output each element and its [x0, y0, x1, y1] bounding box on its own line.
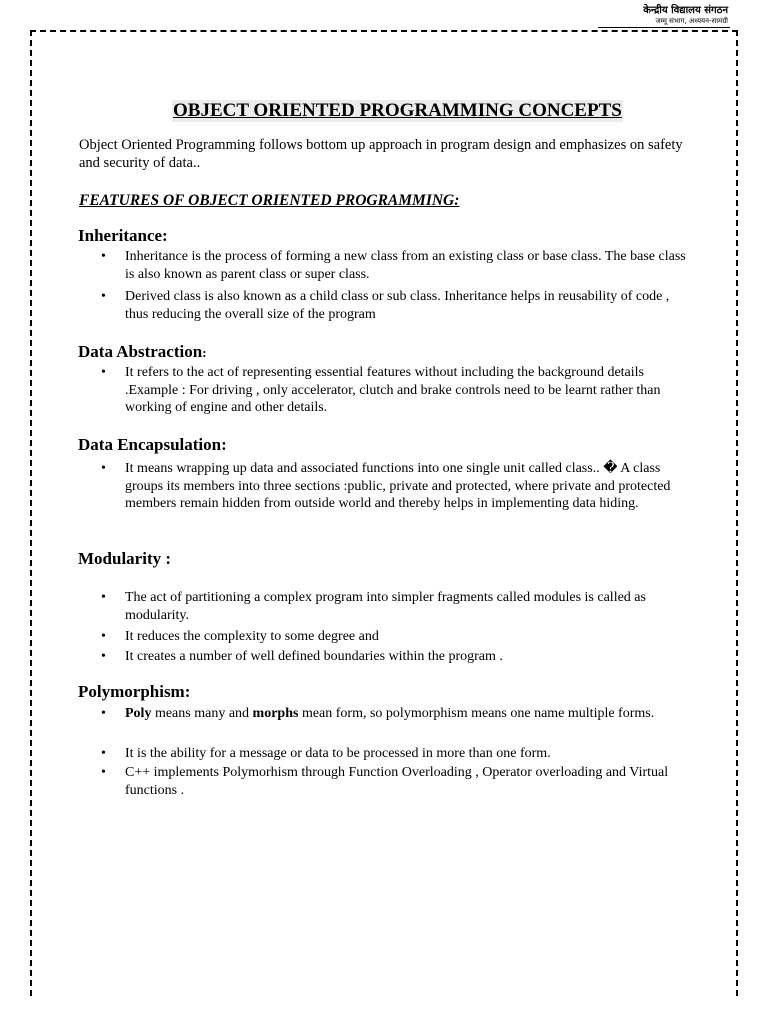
list-item — [101, 648, 691, 666]
list-item-text: Derived class is also known as a child class or sub class. Inheritance helps in reusability of code , thus reducing the overall size of the program — [125, 289, 670, 322]
bullet-icon: • — [101, 629, 106, 644]
bullet-icon: • — [101, 706, 106, 721]
bullet-icon: • — [101, 765, 106, 780]
bullet-icon: • — [101, 365, 106, 380]
heading-data-encapsulation: Data Encapsulation: — [78, 435, 227, 454]
page-border-right — [736, 30, 738, 996]
bullet-icon: • — [101, 746, 106, 761]
list-item — [101, 460, 691, 513]
bullet-icon: • — [101, 649, 106, 664]
list-item-text-part: mean form, so polymorphism means one name multiple forms. — [298, 706, 655, 721]
list-item-text: It reduces the complexity to some degree and — [125, 629, 379, 644]
list-item-text — [125, 705, 691, 723]
list-item — [101, 628, 691, 646]
list-item-text: It creates a number of well defined boundaries within the program . — [125, 649, 503, 664]
list-item — [101, 705, 691, 723]
header-subtitle: जम्मू संभाग, अध्ययन-सामग्री — [655, 17, 728, 25]
list-item-text: The act of partitioning a complex program into simpler fragments called modules is called as modularity. — [125, 590, 646, 623]
list-item-text: It means wrapping up data and associated functions into one single unit called class.. � A class groups its members into three sections :public, private and protected, where private and protected members remain hidden from outside world and thereby helps in implementing data hiding. — [125, 461, 671, 511]
list-item-text: It is the ability for a message or data to be processed in more than one form. — [125, 746, 551, 761]
page-title: OBJECT ORIENTED PROGRAMMING CONCEPTS — [173, 100, 622, 121]
heading-data-abstraction — [78, 342, 207, 363]
bullet-icon: • — [101, 461, 106, 476]
heading-polymorphism: Polymorphism: — [78, 682, 191, 701]
header-rule — [598, 27, 730, 28]
heading-modularity: Modularity : — [78, 549, 172, 568]
list-item — [101, 288, 691, 323]
list-item-text: Inheritance is the process of forming a new class from an existing class or base class. The base class is also known as parent class or super class. — [125, 249, 686, 282]
bullet-icon: • — [101, 249, 106, 264]
bullet-icon: • — [101, 289, 106, 304]
list-item-text: C++ implements Polymorhism through Function Overloading , Operator overloading and Virtual functions . — [125, 765, 669, 798]
list-item-text: It refers to the act of representing essential features without including the background details .Example : For driving , only accelerator, clutch and brake controls need to be learnt rather than working of engine and other details. — [125, 365, 661, 415]
page-border-top — [30, 30, 738, 32]
page-border-left — [30, 30, 32, 996]
list-item — [101, 364, 691, 417]
term-poly: Poly — [125, 706, 152, 721]
term-morphs: morphs — [252, 706, 299, 721]
intro-paragraph: Object Oriented Programming follows bottom up approach in program design and emphasizes on safety and security of data.. — [79, 137, 683, 171]
list-item — [101, 764, 691, 799]
features-heading: FEATURES OF OBJECT ORIENTED PROGRAMMING: — [79, 192, 460, 209]
list-item-text-part: means many and — [151, 706, 253, 721]
heading-inheritance: Inheritance: — [78, 226, 168, 245]
header-organization: केन्द्रीय विद्यालय संगठन — [643, 5, 728, 16]
list-item — [101, 248, 691, 283]
list-item — [101, 589, 691, 624]
heading-data-abstraction-text: Data Abstraction — [78, 342, 203, 361]
heading-data-abstraction-colon: : — [202, 345, 207, 360]
bullet-icon: • — [101, 590, 106, 605]
list-item — [101, 745, 691, 763]
